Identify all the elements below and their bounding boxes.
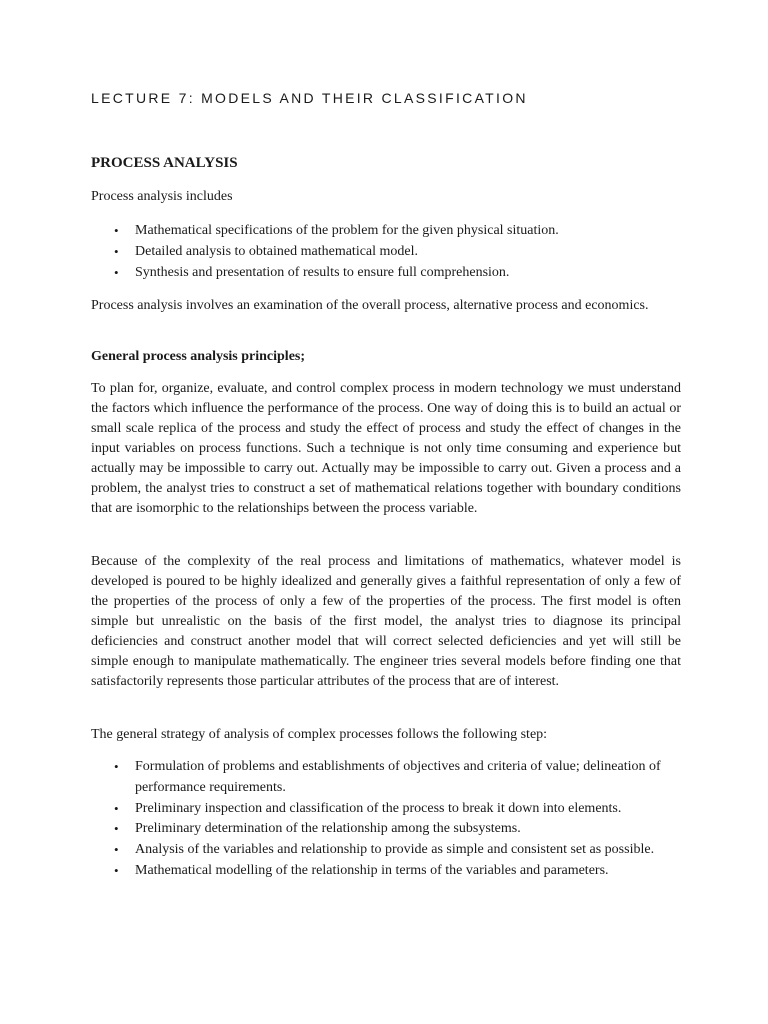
strategy-intro: The general strategy of analysis of complex processes follows the following step:: [91, 727, 548, 742]
paragraph-plan: To plan for, organize, evaluate, and control complex process in modern technology we must understand the factors which influence the performance of the process. One way of doing this is to build an actual or small scale replica of the process and study the effect of process and study the effect of changes in the input variables on process functions. Such a technique is not only time consuming and experience but actually may be impossible to carry out. Actually may be impossible to carry out. Given a process and a problem, the analyst tries to construct a set of mathematical relations together with boundary conditions that are isomorphic to the relationships between the process variable.: [91, 381, 681, 516]
list-item-text: Analysis of the variables and relationship to provide as simple and consistent set as possible.: [135, 842, 655, 858]
list-item: [91, 263, 681, 284]
list-item: [91, 799, 671, 820]
list-item: [91, 819, 671, 840]
list-item-text: Mathematical specifications of the problem for the given physical situation.: [135, 223, 559, 238]
paragraph-overall: Process analysis involves an examination of the overall process, alternative process and economics.: [91, 298, 649, 313]
lecture-title: LECTURE 7: MODELS AND THEIR CLASSIFICATION: [91, 90, 528, 106]
intro-text: Process analysis includes: [91, 189, 233, 204]
bullet-icon: •: [114, 800, 119, 816]
bullet-icon: •: [114, 821, 119, 837]
section-heading: PROCESS ANALYSIS: [91, 155, 238, 171]
list-item-text: Preliminary determination of the relationship among the subsystems.: [135, 821, 521, 837]
list-item-text: Synthesis and presentation of results to ensure full comprehension.: [135, 264, 510, 280]
list-item-text: Mathematical modelling of the relationship in terms of the variables and parameters.: [135, 862, 609, 878]
bullet-icon: •: [114, 243, 119, 259]
list-item: [91, 221, 681, 242]
paragraph-complexity: Because of the complexity of the real process and limitations of mathematics, whatever model is developed is poured to be highly idealized and generally gives a faithful representation of only a few of the properties of the process of only a few of the properties of the process. The first model is often simple but unrealistic on the basis of the first model, the analyst tries to diagnose its principal deficiencies and construct another model that will correct selected deficiencies and yet will still be simple enough to manipulate mathematically. The engineer tries several models before finding one that satisfactorily represents those particular attributes of the process that are of interest.: [91, 554, 681, 689]
bullet-icon: •: [114, 759, 119, 774]
list-item-text: Detailed analysis to obtained mathematical model.: [135, 243, 419, 259]
intro-bullet-list: [91, 221, 681, 283]
list-item: [91, 861, 671, 882]
bullet-icon: •: [114, 842, 119, 858]
list-item: [91, 840, 671, 861]
list-item: [91, 242, 681, 263]
bullet-icon: •: [114, 223, 119, 238]
bullet-icon: •: [114, 264, 119, 280]
list-item-text: Formulation of problems and establishments of objectives and criteria of value; delineation of performance requirements.: [135, 759, 661, 795]
strategy-bullet-list: [91, 757, 671, 882]
bullet-icon: •: [114, 862, 119, 878]
list-item: [91, 757, 671, 799]
list-item-text: Preliminary inspection and classification of the process to break it down into elements.: [135, 800, 622, 816]
principles-heading: General process analysis principles;: [91, 349, 306, 364]
